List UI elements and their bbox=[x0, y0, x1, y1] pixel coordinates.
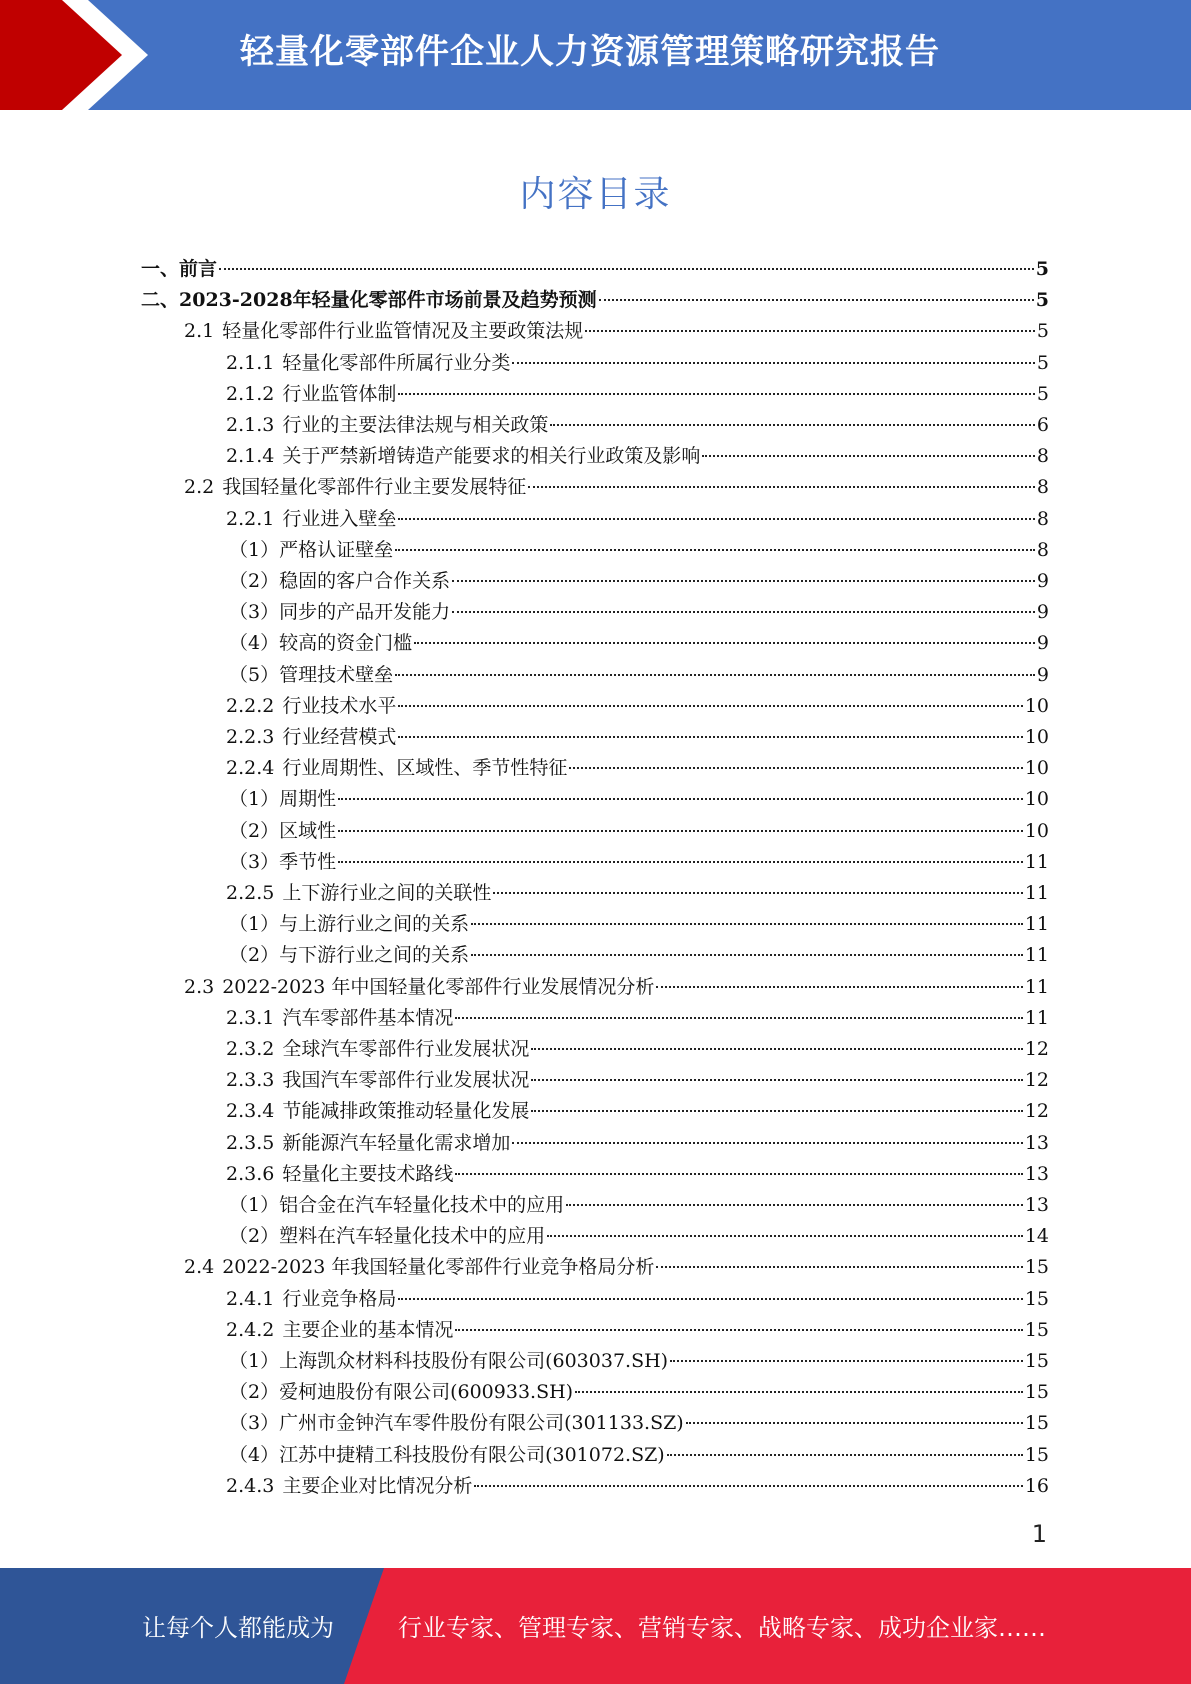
toc-dot-leader bbox=[398, 704, 1022, 707]
toc-entry-page: 15 bbox=[1024, 1319, 1049, 1341]
toc-dot-leader bbox=[338, 829, 1023, 832]
toc-entry-text: 2022-2023 年我国轻量化零部件行业竞争格局分析 bbox=[222, 1256, 655, 1278]
toc-entry-label bbox=[229, 597, 450, 628]
toc-entry-number: 2.3.6 bbox=[226, 1163, 275, 1185]
toc-entry-text: 铝合金在汽车轻量化技术中的应用 bbox=[279, 1194, 565, 1216]
toc-entry-text: 行业经营模式 bbox=[282, 726, 397, 748]
toc-entry-page: 13 bbox=[1024, 1163, 1049, 1185]
toc-entry-number: 2.1.3 bbox=[226, 414, 275, 436]
footer-slogan-left: 让每个人都能成为 bbox=[142, 1614, 334, 1642]
toc-dot-leader bbox=[338, 860, 1023, 863]
toc-entry-number: （1） bbox=[229, 913, 280, 935]
toc-entry-page: 5 bbox=[1036, 320, 1049, 342]
toc-entry[interactable] bbox=[226, 878, 1049, 909]
toc-entry-page: 15 bbox=[1024, 1350, 1049, 1372]
toc-entry-text: 前言 bbox=[179, 258, 218, 280]
toc-entry-page: 12 bbox=[1024, 1069, 1049, 1091]
toc-entry-text: 节能减排政策推动轻量化发展 bbox=[282, 1100, 530, 1122]
toc-dot-leader bbox=[656, 985, 1022, 988]
toc-entry-number: （3） bbox=[229, 1412, 280, 1434]
toc-dot-leader bbox=[528, 485, 1035, 488]
toc-entry-label bbox=[229, 566, 450, 597]
toc-entry-label bbox=[226, 878, 491, 909]
toc-entry-page: 9 bbox=[1036, 570, 1049, 592]
toc-entry-label bbox=[226, 1034, 529, 1065]
footer-banner bbox=[0, 1568, 1191, 1684]
toc-entry-page: 11 bbox=[1024, 1007, 1049, 1029]
toc-entry-number: （3） bbox=[229, 601, 280, 623]
toc-entry-page: 16 bbox=[1024, 1475, 1049, 1497]
toc-entry[interactable] bbox=[226, 691, 1049, 722]
toc-entry-page: 11 bbox=[1024, 882, 1049, 904]
toc-entry-label bbox=[226, 1128, 510, 1159]
toc-entry-text: 周期性 bbox=[279, 788, 337, 810]
toc-entry-page: 11 bbox=[1024, 976, 1049, 998]
toc-dot-leader bbox=[531, 1078, 1022, 1081]
toc-entry-page: 10 bbox=[1024, 757, 1049, 779]
toc-entry[interactable] bbox=[226, 410, 1049, 441]
toc-entry-label bbox=[141, 254, 217, 285]
toc-entry-number: 2.2.1 bbox=[226, 508, 275, 530]
toc-entry[interactable] bbox=[229, 535, 1049, 566]
toc-entry-label bbox=[229, 940, 469, 971]
toc-entry[interactable] bbox=[226, 1128, 1049, 1159]
toc-entry-text: 江苏中捷精工科技股份有限公司(301072.SZ) bbox=[279, 1444, 665, 1466]
toc-entry-text: 2022-2023 年中国轻量化零部件行业发展情况分析 bbox=[222, 976, 655, 998]
toc-entry-text: 上海凯众材料科技股份有限公司(603037.SH) bbox=[279, 1350, 669, 1372]
toc-dot-leader bbox=[585, 329, 1035, 332]
toc-dot-leader bbox=[395, 548, 1035, 551]
toc-entry-label bbox=[229, 1190, 564, 1221]
toc-entry-number: （4） bbox=[229, 1444, 280, 1466]
toc-entry-page: 10 bbox=[1024, 820, 1049, 842]
toc-entry-number: 2.3.2 bbox=[226, 1038, 275, 1060]
toc-entry-text: 主要企业对比情况分析 bbox=[282, 1475, 473, 1497]
toc-dot-leader bbox=[398, 1297, 1022, 1300]
toc-entry-label bbox=[229, 535, 393, 566]
toc-entry-text: 汽车零部件基本情况 bbox=[282, 1007, 454, 1029]
toc-entry-text: 新能源汽车轻量化需求增加 bbox=[282, 1132, 511, 1154]
toc-entry-text: 同步的产品开发能力 bbox=[279, 601, 451, 623]
toc-entry-text: 我国轻量化零部件行业主要发展特征 bbox=[222, 476, 527, 498]
toc-entry-number: 2.4.1 bbox=[226, 1288, 275, 1310]
toc-entry-label bbox=[226, 504, 396, 535]
toc-entry-label bbox=[226, 1096, 529, 1127]
toc-entry[interactable] bbox=[226, 348, 1049, 379]
toc-entry-label bbox=[229, 660, 393, 691]
toc-entry-number: 2.2.5 bbox=[226, 882, 275, 904]
toc-entry-number: 2.3.1 bbox=[226, 1007, 275, 1029]
toc-entry-label bbox=[226, 722, 396, 753]
toc-entry[interactable] bbox=[226, 441, 1049, 472]
toc-entry-label bbox=[229, 816, 336, 847]
toc-entry[interactable] bbox=[226, 379, 1049, 410]
toc-entry-label bbox=[229, 1221, 545, 1252]
toc-entry-number: （5） bbox=[229, 664, 280, 686]
toc-entry-label bbox=[229, 1408, 684, 1439]
toc-entry-text: 全球汽车零部件行业发展状况 bbox=[282, 1038, 530, 1060]
toc-entry[interactable] bbox=[229, 909, 1049, 940]
toc-entry-text: 爱柯迪股份有限公司(600933.SH) bbox=[279, 1381, 574, 1403]
toc-entry-text: 严格认证壁垒 bbox=[279, 539, 394, 561]
toc-entry[interactable] bbox=[226, 504, 1049, 535]
toc-entry-text: 我国汽车零部件行业发展状况 bbox=[282, 1069, 530, 1091]
toc-entry-page: 5 bbox=[1035, 289, 1049, 311]
toc-entry-label bbox=[226, 379, 396, 410]
toc-dot-leader bbox=[656, 1265, 1022, 1268]
toc-entry-text: 季节性 bbox=[279, 851, 337, 873]
toc-entry-text: 行业监管体制 bbox=[282, 383, 397, 405]
toc-entry-text: 与上游行业之间的关系 bbox=[279, 913, 470, 935]
toc-entry-page: 14 bbox=[1024, 1225, 1049, 1247]
toc-entry-label bbox=[229, 909, 469, 940]
toc-entry[interactable] bbox=[226, 753, 1049, 784]
toc-entry[interactable] bbox=[229, 1377, 1049, 1408]
page-number: 1 bbox=[1031, 1520, 1047, 1548]
toc-entry-label bbox=[184, 472, 526, 503]
toc-entry-label bbox=[229, 1346, 668, 1377]
toc-entry-number: 2.3 bbox=[184, 976, 215, 998]
toc-entry-label bbox=[229, 1377, 573, 1408]
toc-entry-number: （4） bbox=[229, 632, 280, 654]
toc-entry-page: 8 bbox=[1036, 476, 1049, 498]
toc-entry-number: 2.3.4 bbox=[226, 1100, 275, 1122]
toc-entry[interactable] bbox=[229, 660, 1049, 691]
toc-entry[interactable] bbox=[229, 566, 1049, 597]
toc-entry-page: 12 bbox=[1024, 1100, 1049, 1122]
toc-entry[interactable] bbox=[229, 597, 1049, 628]
toc-entry-text: 轻量化零部件所属行业分类 bbox=[282, 352, 511, 374]
toc-entry-page: 5 bbox=[1035, 258, 1049, 280]
toc-entry-text: 上下游行业之间的关联性 bbox=[282, 882, 492, 904]
toc-entry-page: 12 bbox=[1024, 1038, 1049, 1060]
toc-entry-number: 2.4.2 bbox=[226, 1319, 275, 1341]
toc-entry-number: 2.4 bbox=[184, 1256, 215, 1278]
toc-entry-label bbox=[229, 847, 336, 878]
toc-entry-page: 5 bbox=[1036, 383, 1049, 405]
toc-dot-leader bbox=[531, 1109, 1022, 1112]
toc-dot-leader bbox=[471, 922, 1023, 925]
report-title: 轻量化零部件企业人力资源管理策略研究报告 bbox=[240, 32, 940, 72]
toc-entry-page: 13 bbox=[1024, 1132, 1049, 1154]
toc-entry[interactable] bbox=[229, 1221, 1049, 1252]
toc-entry-number: 2.3.3 bbox=[226, 1069, 275, 1091]
report-header bbox=[0, 0, 1191, 110]
toc-entry[interactable] bbox=[226, 722, 1049, 753]
toc-entry[interactable] bbox=[226, 1034, 1049, 1065]
toc-dot-leader bbox=[686, 1421, 1023, 1424]
footer-slogan-right: 行业专家、管理专家、营销专家、战略专家、成功企业家…… bbox=[398, 1614, 1046, 1642]
toc-dot-leader bbox=[547, 1234, 1023, 1237]
toc-entry-label bbox=[141, 285, 597, 316]
toc-entry-number: （2） bbox=[229, 570, 280, 592]
toc-entry-page: 9 bbox=[1036, 664, 1049, 686]
toc-entry-page: 5 bbox=[1036, 352, 1049, 374]
toc-entry[interactable] bbox=[226, 1284, 1049, 1315]
toc-entry[interactable] bbox=[229, 1440, 1049, 1471]
toc-dot-leader bbox=[550, 423, 1035, 426]
toc-entry[interactable] bbox=[226, 1471, 1049, 1502]
toc-entry-page: 10 bbox=[1024, 788, 1049, 810]
toc-entry-number: 2.2.3 bbox=[226, 726, 275, 748]
toc-entry[interactable] bbox=[229, 1346, 1049, 1377]
toc-entry-page: 13 bbox=[1024, 1194, 1049, 1216]
toc-dot-leader bbox=[414, 641, 1035, 644]
toc-entry-label bbox=[229, 628, 412, 659]
toc-entry[interactable] bbox=[184, 972, 1049, 1003]
toc-entry[interactable] bbox=[226, 1315, 1049, 1346]
toc-entry-label bbox=[226, 1471, 472, 1502]
toc-entry-number: 2.1.1 bbox=[226, 352, 275, 374]
toc-entry-page: 15 bbox=[1024, 1412, 1049, 1434]
toc-entry-label bbox=[184, 1252, 654, 1283]
toc-entry-number: （2） bbox=[229, 1381, 280, 1403]
toc-entry-text: 行业的主要法律法规与相关政策 bbox=[282, 414, 549, 436]
toc-entry-number: 2.2.4 bbox=[226, 757, 275, 779]
toc-entry-text: 稳固的客户合作关系 bbox=[279, 570, 451, 592]
toc-entry-text: 塑料在汽车轻量化技术中的应用 bbox=[279, 1225, 546, 1247]
toc-entry[interactable] bbox=[226, 1065, 1049, 1096]
toc-entry-text: 关于严禁新增铸造产能要求的相关行业政策及影响 bbox=[282, 445, 701, 467]
toc-entry-page: 15 bbox=[1024, 1288, 1049, 1310]
toc-entry-number: （1） bbox=[229, 1194, 280, 1216]
toc-entry-number: （1） bbox=[229, 539, 280, 561]
toc-entry-page: 9 bbox=[1036, 601, 1049, 623]
toc-entry[interactable] bbox=[184, 1252, 1049, 1283]
toc-entry-page: 10 bbox=[1024, 726, 1049, 748]
toc-entry-page: 11 bbox=[1024, 913, 1049, 935]
toc-entry-number: （2） bbox=[229, 1225, 280, 1247]
toc-entry-number: 2.4.3 bbox=[226, 1475, 275, 1497]
toc-entry-number: 2.1.4 bbox=[226, 445, 275, 467]
toc-entry-number: 一、 bbox=[141, 258, 180, 280]
chevron-arrow-icon bbox=[0, 0, 160, 110]
toc-entry-label bbox=[226, 1065, 529, 1096]
toc-entry-page: 15 bbox=[1024, 1256, 1049, 1278]
toc-entry[interactable] bbox=[226, 1159, 1049, 1190]
toc-entry[interactable] bbox=[184, 472, 1049, 503]
toc-entry-label bbox=[184, 972, 654, 1003]
toc-entry-label bbox=[226, 1315, 453, 1346]
toc-entry[interactable] bbox=[229, 784, 1049, 815]
toc-entry[interactable] bbox=[229, 1408, 1049, 1439]
toc-dot-leader bbox=[531, 1047, 1022, 1050]
toc-dot-leader bbox=[471, 953, 1023, 956]
toc-entry-text: 主要企业的基本情况 bbox=[282, 1319, 454, 1341]
toc-entry-label bbox=[226, 1003, 453, 1034]
toc-entry-text: 与下游行业之间的关系 bbox=[279, 944, 470, 966]
toc-entry-number: （3） bbox=[229, 851, 280, 873]
toc-dot-leader bbox=[455, 1172, 1022, 1175]
toc-dot-leader bbox=[566, 1203, 1023, 1206]
toc-entry-text: 广州市金钟汽车零件股份有限公司(301133.SZ) bbox=[279, 1412, 684, 1434]
toc-entry-text: 行业技术水平 bbox=[282, 695, 397, 717]
toc-entry-text: 行业竞争格局 bbox=[282, 1288, 397, 1310]
toc-entry-text: 管理技术壁垒 bbox=[279, 664, 394, 686]
toc-dot-leader bbox=[493, 891, 1022, 894]
toc-entry-text: 较高的资金门槛 bbox=[279, 632, 413, 654]
toc-entry-text: 轻量化零部件行业监管情况及主要政策法规 bbox=[222, 320, 584, 342]
toc-entry-label bbox=[226, 1284, 396, 1315]
toc-entry-page: 9 bbox=[1036, 632, 1049, 654]
toc-entry-number: 2.2 bbox=[184, 476, 215, 498]
toc-entry-page: 8 bbox=[1036, 508, 1049, 530]
toc-dot-leader bbox=[599, 298, 1034, 301]
toc-dot-leader bbox=[338, 797, 1023, 800]
toc-entry[interactable] bbox=[229, 1190, 1049, 1221]
toc-entry[interactable] bbox=[226, 1003, 1049, 1034]
toc-entry[interactable] bbox=[226, 1096, 1049, 1127]
toc-dot-leader bbox=[452, 579, 1035, 582]
toc-dot-leader bbox=[569, 766, 1022, 769]
toc-entry-number: 2.1.2 bbox=[226, 383, 275, 405]
toc-entry[interactable] bbox=[229, 847, 1049, 878]
toc-entry[interactable] bbox=[184, 316, 1049, 347]
toc-dot-leader bbox=[512, 361, 1035, 364]
toc-entry-label bbox=[226, 441, 700, 472]
toc-entry-label bbox=[226, 410, 548, 441]
toc-entry-text: 2023-2028年轻量化零部件市场前景及趋势预测 bbox=[179, 289, 597, 311]
toc-dot-leader bbox=[398, 392, 1035, 395]
toc-entry-label bbox=[226, 691, 396, 722]
toc-entry-number: 2.3.5 bbox=[226, 1132, 275, 1154]
toc-entry-text: 区域性 bbox=[279, 820, 337, 842]
toc-dot-leader bbox=[702, 454, 1035, 457]
toc-dot-leader bbox=[512, 1141, 1022, 1144]
toc-entry-number: （2） bbox=[229, 820, 280, 842]
toc-entry-page: 15 bbox=[1024, 1444, 1049, 1466]
toc-entry-text: 行业进入壁垒 bbox=[282, 508, 397, 530]
toc-dot-leader bbox=[667, 1453, 1023, 1456]
toc-entry[interactable] bbox=[229, 628, 1049, 659]
toc-entry-number: （1） bbox=[229, 1350, 280, 1372]
toc-entry-text: 行业周期性、区域性、季节性特征 bbox=[282, 757, 568, 779]
toc-entry-text: 轻量化主要技术路线 bbox=[282, 1163, 454, 1185]
toc-dot-leader bbox=[474, 1484, 1022, 1487]
toc-entry[interactable] bbox=[229, 940, 1049, 971]
toc-entry-page: 8 bbox=[1036, 445, 1049, 467]
toc-entry-label bbox=[184, 316, 583, 347]
toc-entry-label bbox=[226, 348, 510, 379]
toc-entry-number: 2.1 bbox=[184, 320, 215, 342]
toc-dot-leader bbox=[455, 1016, 1022, 1019]
toc-entry-number: （1） bbox=[229, 788, 280, 810]
toc-entry-page: 10 bbox=[1024, 695, 1049, 717]
toc-dot-leader bbox=[452, 610, 1035, 613]
toc-dot-leader bbox=[575, 1390, 1023, 1393]
toc-entry-number: （2） bbox=[229, 944, 280, 966]
toc-dot-leader bbox=[670, 1359, 1023, 1362]
toc-entry[interactable] bbox=[141, 254, 1049, 285]
toc-entry-number: 二、 bbox=[141, 289, 180, 311]
toc-entry-page: 8 bbox=[1036, 539, 1049, 561]
toc-entry-page: 6 bbox=[1036, 414, 1049, 436]
toc-dot-leader bbox=[219, 267, 1034, 270]
toc-entry-label bbox=[226, 1159, 453, 1190]
toc-entry-page: 15 bbox=[1024, 1381, 1049, 1403]
toc-entry[interactable] bbox=[141, 285, 1049, 316]
toc-entry-label bbox=[229, 784, 336, 815]
toc-entry-label bbox=[229, 1440, 665, 1471]
toc-dot-leader bbox=[398, 517, 1035, 520]
toc-entry-number: 2.2.2 bbox=[226, 695, 275, 717]
toc-entry-page: 11 bbox=[1024, 944, 1049, 966]
toc-dot-leader bbox=[398, 735, 1022, 738]
toc-entry-page: 11 bbox=[1024, 851, 1049, 873]
toc-dot-leader bbox=[395, 673, 1035, 676]
toc-entry[interactable] bbox=[229, 816, 1049, 847]
toc-heading: 内容目录 bbox=[519, 174, 672, 215]
toc-entry-label bbox=[226, 753, 567, 784]
toc-dot-leader bbox=[455, 1328, 1022, 1331]
